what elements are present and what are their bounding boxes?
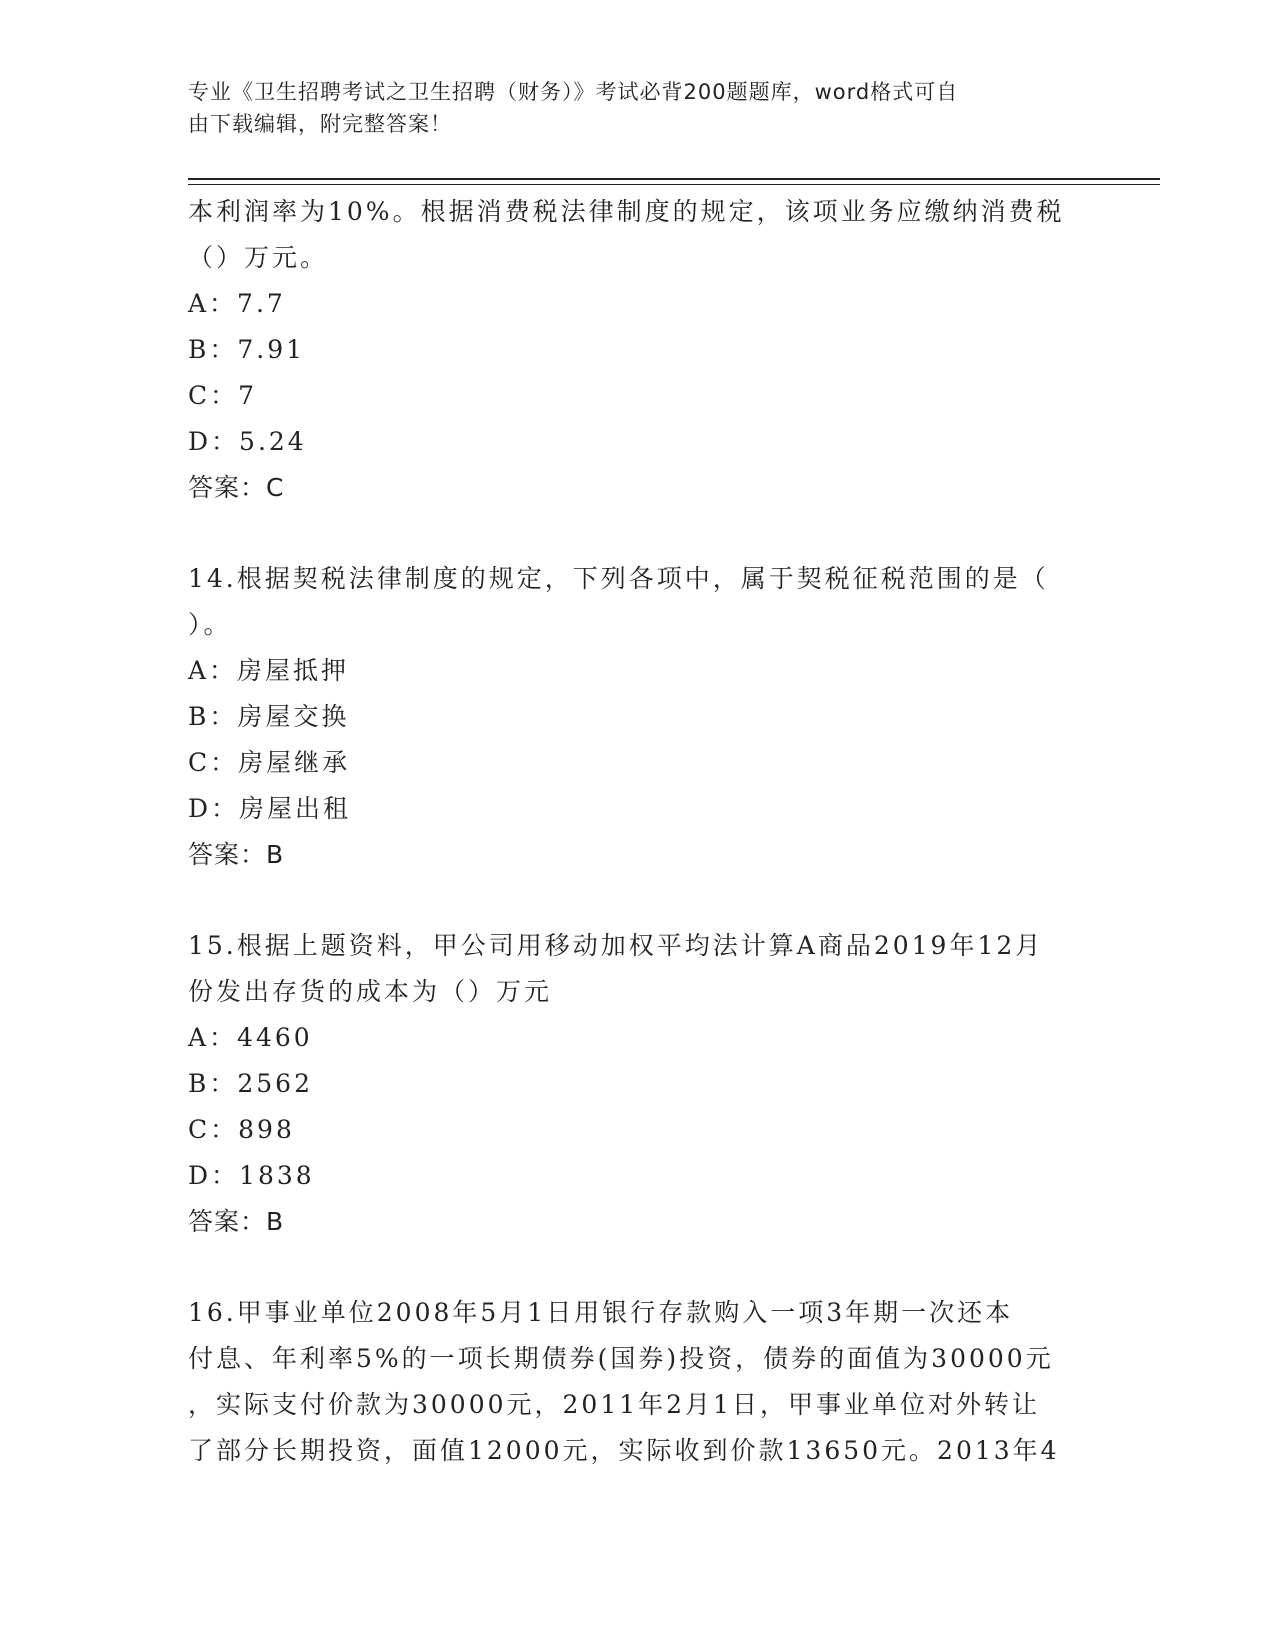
- question-13: [188, 189, 1088, 511]
- option-c: C：898: [188, 1115, 295, 1144]
- option-c: C：7: [188, 381, 258, 410]
- question-text: 14.根据契税法律制度的规定，下列各项中，属于契税征税范围的是（: [188, 564, 1049, 593]
- question-16: [188, 1290, 1088, 1474]
- option-a: A：4460: [188, 1023, 313, 1052]
- header-line-2: 由下载编辑，附完整答案！: [188, 112, 452, 136]
- question-text: 本利润率为10%。根据消费税法律制度的规定，该项业务应缴纳消费税: [188, 197, 1065, 226]
- question-text: 16.甲事业单位2008年5月1日用银行存款购入一项3年期一次还本: [188, 1298, 1014, 1327]
- header-divider-thick: [188, 178, 1160, 180]
- question-text: 付息、年利率5%的一项长期债券(国券)投资，债券的面值为30000元: [188, 1344, 1054, 1373]
- answer-line: 答案：C: [188, 473, 285, 502]
- question-content: [188, 189, 1088, 1474]
- option-c: C：房屋继承: [188, 748, 351, 777]
- answer-line: 答案：B: [188, 1207, 285, 1236]
- spacer: [188, 511, 1088, 556]
- question-text: 15.根据上题资料，甲公司用移动加权平均法计算A商品2019年12月: [188, 931, 1044, 960]
- question-text: ，实际支付价款为30000元，2011年2月1日，甲事业单位对外转让: [188, 1390, 1040, 1419]
- option-a: A：7.7: [188, 289, 286, 318]
- option-b: B：2562: [188, 1069, 313, 1098]
- spacer: [188, 878, 1088, 923]
- question-text: （）万元。: [188, 243, 329, 272]
- header-line-1: 专业《卫生招聘考试之卫生招聘（财务）》考试必背200题题库，word格式可自: [188, 80, 959, 104]
- question-14: [188, 556, 1088, 878]
- option-d: D：1838: [188, 1161, 315, 1190]
- question-15: [188, 923, 1088, 1245]
- page-header: [188, 76, 1068, 140]
- question-text: ）。: [188, 610, 232, 639]
- header-divider-thin: [188, 184, 1160, 185]
- answer-line: 答案：B: [188, 840, 285, 869]
- question-text: 了部分长期投资，面值12000元，实际收到价款13650元。2013年4: [188, 1436, 1060, 1465]
- option-b: B：房屋交换: [188, 702, 350, 731]
- spacer: [188, 1245, 1088, 1290]
- option-d: D：房屋出租: [188, 794, 352, 823]
- option-b: B：7.91: [188, 335, 306, 364]
- option-d: D：5.24: [188, 427, 307, 456]
- question-text: 份发出存货的成本为（）万元: [188, 977, 553, 1006]
- option-a: A：房屋抵押: [188, 656, 350, 685]
